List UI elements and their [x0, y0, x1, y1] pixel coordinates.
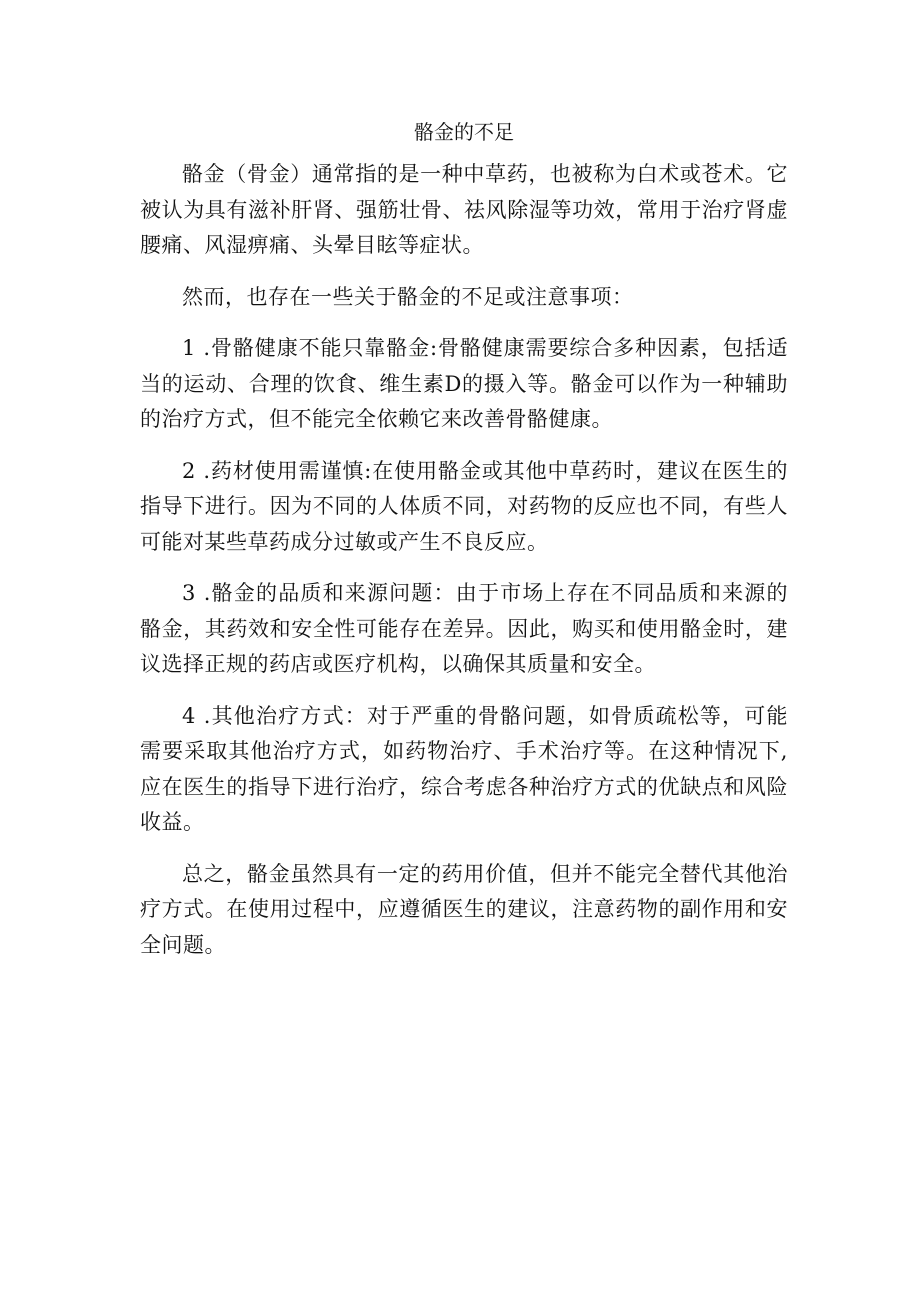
paragraph-point-3: 3 .骼金的品质和来源问题：由于市场上存在不同品质和来源的骼金，其药效和安全性可能存在差异。因此，购买和使用骼金时，建议选择正规的药店或医疗机构，以确保其质量和安全。 — [140, 581, 788, 676]
document-title: 骼金的不足 — [414, 120, 514, 144]
paragraph-transition: 然而，也存在一些关于骼金的不足或注意事项： — [182, 284, 634, 309]
paragraph-intro: 骼金（骨金）通常指的是一种中草药，也被称为白术或苍术。它被认为具有滋补肝肾、强筋壮骨、祛风除湿等功效，常用于治疗肾虚腰痛、风湿痹痛、头晕目眩等症状。 — [140, 162, 788, 257]
paragraph-conclusion: 总之，骼金虽然具有一定的药用价值，但并不能完全替代其他治疗方式。在使用过程中，应遵循医生的建议，注意药物的副作用和安全问题。 — [140, 861, 788, 957]
paragraph-point-1: 1 .骨骼健康不能只靠骼金:骨骼健康需要综合多种因素，包括适当的运动、合理的饮食、维生素D的摄入等。骼金可以作为一种辅助的治疗方式，但不能完全依赖它来改善骨骼健康。 — [140, 336, 788, 431]
document-body — [140, 112, 788, 979]
paragraph-point-4: 4 .其他治疗方式：对于严重的骨骼问题，如骨质疏松等，可能需要采取其他治疗方式，如药物治疗、手术治疗等。在这种情况下,应在医生的指导下进行治疗，综合考虑各种治疗方式的优缺点和风险收益。 — [140, 703, 788, 834]
paragraph-point-2: 2 .药材使用需谨慎:在使用骼金或其他中草药时，建议在医生的指导下进行。因为不同的人体质不同，对药物的反应也不同，有些人可能对某些草药成分过敏或产生不良反应。 — [140, 458, 788, 554]
